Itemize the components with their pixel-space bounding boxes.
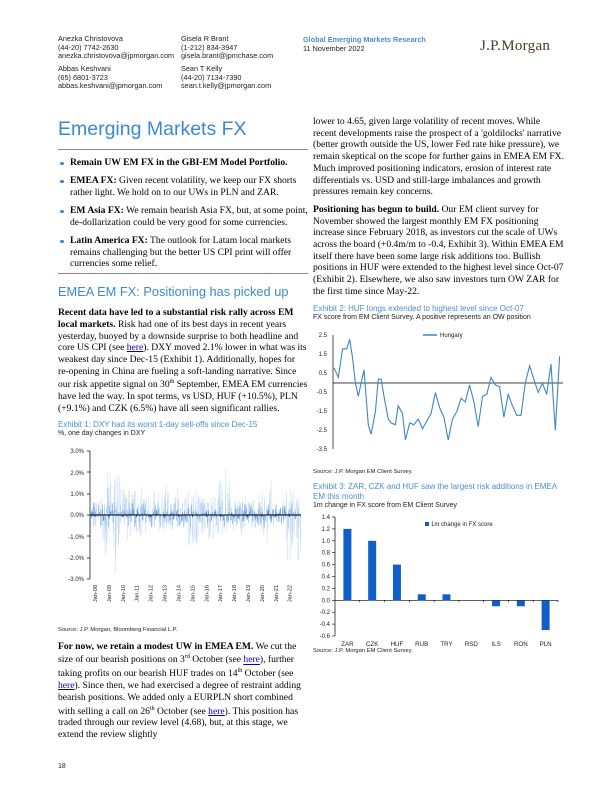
title-divider xyxy=(58,149,308,150)
para-lead: For now, we retain a modest UW in EMEA EM. xyxy=(58,640,254,652)
svg-text:CZK: CZK xyxy=(365,640,379,648)
svg-text:0.2: 0.2 xyxy=(321,585,330,592)
paragraph-modest-uw xyxy=(58,641,308,741)
exhibit-2 xyxy=(313,304,565,475)
svg-text:-3.0%: -3.0% xyxy=(68,576,84,583)
svg-text:ZAR: ZAR xyxy=(341,640,354,648)
exhibit-2-source: Source: J.P. Morgan EM Client Survey. xyxy=(313,468,413,475)
bullet-bold: EM Asia FX: xyxy=(70,205,124,217)
svg-text:-0.5: -0.5 xyxy=(316,389,327,396)
paragraph-risk-rally xyxy=(58,307,308,415)
svg-text:Jan-09: Jan-09 xyxy=(106,584,113,602)
publication-header xyxy=(303,35,426,53)
here-link[interactable]: here xyxy=(126,342,144,354)
svg-text:Jan-11: Jan-11 xyxy=(134,584,141,602)
here-link[interactable]: here xyxy=(208,705,225,717)
para-text: October (see xyxy=(154,705,209,717)
bullet-text: The outlook for Latam local markets remains challenging but the better US CPI print will offer currencies some relief. xyxy=(70,235,292,270)
svg-text:-3.5: -3.5 xyxy=(316,446,327,453)
svg-text:TRY: TRY xyxy=(440,640,453,648)
author-name: Abbas Keshvani xyxy=(58,64,111,73)
left-column xyxy=(58,118,308,741)
svg-text:Jan-14: Jan-14 xyxy=(176,584,183,602)
svg-text:RUB: RUB xyxy=(415,640,429,648)
svg-text:0.0: 0.0 xyxy=(321,597,330,604)
here-link[interactable]: here xyxy=(58,680,75,692)
exhibit-1-source: Source: J.P. Morgan, Bloomberg Financial L.P. xyxy=(58,626,178,633)
bullet-item xyxy=(58,175,308,198)
exhibit-3 xyxy=(313,482,565,654)
svg-text:Jan-15: Jan-15 xyxy=(190,584,197,602)
author-email[interactable]: sean.t.kelly@jpmorgan.com xyxy=(181,81,272,91)
svg-text:-0.2: -0.2 xyxy=(319,609,330,616)
svg-text:-0.4: -0.4 xyxy=(319,621,330,628)
svg-text:Jan-10: Jan-10 xyxy=(120,584,127,602)
author-email[interactable]: anezka.christovova@jpmorgan.com xyxy=(58,51,175,61)
para-text: ), further taking profits on our bearish HUF trades on 14 xyxy=(58,654,294,680)
para-text: Our EM client survey for November showed the largest monthly EM FX positioning increase since February 2018, as investors cut the scale of UWs across the board (+0.4m/m to -0.4, Exhibit 3). Within EMEA EM itself there have been some large risk additions too. Bullish positions in HUF were extended to the highest level since Oct-07 (Exhibit 2). Elsewhere, we also saw investors turn OW ZAR for the first time since May-22. xyxy=(313,203,564,297)
svg-text:PLN: PLN xyxy=(539,640,552,648)
svg-text:Jan-08: Jan-08 xyxy=(93,584,99,602)
author-contact-2 xyxy=(181,35,301,61)
svg-text:1.0: 1.0 xyxy=(321,538,330,545)
author-name: Anezka Christovova xyxy=(58,34,123,43)
exhibit-3-source: Source: J.P. Morgan EM Client Survey. xyxy=(313,647,413,654)
para-text: ). This position has traded through our review level (4.68), but, at this stage, we extend the review slightly xyxy=(58,705,299,741)
para-lead: Positioning has begun to build. xyxy=(313,203,440,215)
para-text: Risk had one of its best days in recent years yesterday, buoyed by a downside surprise to both headline and core US CPI (see xyxy=(58,318,299,354)
section-heading: EMEA EM FX: Positioning has picked up xyxy=(58,284,289,300)
paragraph-goldilocks: lower to 4.65, given large volatility of recent moves. While recent developments raise the prospect of a 'goldilocks' narrative (better growth outside the US, lower Fed rate hike pressure), we remain skeptical on the scope for further gains in EMEA EM FX. Much improved positioning indicators, erosion of interest rate differentials vs. USD and still-large imbalances and growth pressures remain key concerns. xyxy=(313,116,564,198)
svg-text:Jan-22: Jan-22 xyxy=(287,584,294,602)
para-lead: Recent data have led to a substantial risk rally across EM local markets. xyxy=(58,307,294,330)
author-contact-1 xyxy=(58,35,178,61)
right-column xyxy=(313,116,565,654)
para-text: ). DXY moved 2.1% lower in what was its weakest day since Dec-15 (Exhibit 1). Additionally, hopes for re-opening in China are fueling a soft-landing narrative. Since our risk appetite signal on 30 xyxy=(58,342,307,391)
svg-text:-2.0%: -2.0% xyxy=(68,555,84,562)
svg-text:0.6: 0.6 xyxy=(321,562,330,569)
para-text: September, EMEA EM currencies have led the way. In spot terms, vs USD, HUF (+10.5%), PLN (+9.1%) and CZK (6.5%) have all seen significant rallies. xyxy=(58,379,308,414)
superscript: rd xyxy=(184,654,190,661)
exhibit-1-chart xyxy=(58,439,308,627)
key-points-list xyxy=(58,157,308,270)
author-email[interactable]: abbas.keshvani@jpmorgan.com xyxy=(58,81,163,91)
exhibit-1-subtitle: %, one day changes in DXY xyxy=(58,429,146,437)
exhibit-1 xyxy=(58,420,308,633)
page-number: 18 xyxy=(58,763,66,770)
exhibit-1-title: Exhibit 1: DXY had its worst 1-day sell-offs since Dec-15 xyxy=(58,419,258,429)
svg-text:Jan-16: Jan-16 xyxy=(204,584,211,602)
bullet-item xyxy=(58,157,308,169)
author-phone: (65) 6801-3723 xyxy=(58,72,108,82)
page-title: Emerging Markets FX xyxy=(58,118,247,140)
publication-date: 11 November 2022 xyxy=(303,44,365,53)
para-text: October (see xyxy=(189,654,244,666)
exhibit-3-title: Exhibit 3: ZAR, CZK and HUF saw the largest risk additions in EMEA EM this month xyxy=(313,481,557,501)
svg-text:3.0%: 3.0% xyxy=(70,448,84,455)
legend-swatch-icon xyxy=(425,522,429,526)
svg-text:-1.5: -1.5 xyxy=(316,408,327,415)
svg-text:2.5: 2.5 xyxy=(318,332,327,339)
svg-text:Jan-12: Jan-12 xyxy=(148,584,155,602)
svg-text:2.0%: 2.0% xyxy=(70,470,84,477)
svg-text:Jan-21: Jan-21 xyxy=(273,584,280,602)
author-name: Sean T Kelly xyxy=(181,64,223,73)
svg-text:1.4: 1.4 xyxy=(321,514,330,521)
author-contact-3 xyxy=(58,65,178,91)
jpmorgan-logo: J.P.Morgan xyxy=(480,38,551,54)
svg-text:0.5: 0.5 xyxy=(318,370,327,377)
exhibit-2-subtitle: FX score from EM Client Survey. A positive represents an OW position xyxy=(313,313,531,321)
svg-text:1.0%: 1.0% xyxy=(70,491,84,498)
svg-text:1.5: 1.5 xyxy=(318,351,327,358)
paragraph-positioning xyxy=(313,204,565,298)
svg-text:Jan-20: Jan-20 xyxy=(259,584,266,602)
bullet-bold: Latin America FX: xyxy=(70,235,148,247)
svg-text:0.4: 0.4 xyxy=(321,574,330,581)
author-contact-4 xyxy=(181,65,301,91)
svg-text:0.8: 0.8 xyxy=(321,550,330,557)
bullets-divider xyxy=(58,273,308,274)
bullet-text: We remain bearish Asia FX, but, at some point, de-dollarization could be very good for some currencies. xyxy=(70,205,308,228)
legend-1m-change: 1m change in FX score xyxy=(431,521,493,528)
svg-text:ILS: ILS xyxy=(491,640,501,648)
superscript: th xyxy=(149,705,155,712)
svg-text:Jan-18: Jan-18 xyxy=(232,584,239,602)
para-text: October (see xyxy=(242,668,294,680)
para-text: ). Since then, we had exercised a degree of restraint adding bearish positions. We added only a EURPLN short combined with selling a call on 26 xyxy=(58,680,301,717)
bullet-item xyxy=(58,235,308,270)
svg-text:Jan-17: Jan-17 xyxy=(218,584,225,602)
bullet-item xyxy=(58,205,308,228)
para-text: We cut the size of our bearish positions on 3 xyxy=(58,640,297,666)
svg-text:0.0%: 0.0% xyxy=(70,512,84,519)
author-phone: (1-212) 834-3947 xyxy=(181,42,238,52)
svg-text:RSD: RSD xyxy=(464,640,478,648)
svg-text:1.2: 1.2 xyxy=(321,526,330,533)
exhibit-2-chart xyxy=(313,323,565,469)
exhibit-3-chart xyxy=(313,512,565,648)
publication-title: Global Emerging Markets Research xyxy=(303,35,426,44)
bullet-bold: Remain UW EM FX in the GBI-EM Model Portfolio. xyxy=(70,157,288,168)
author-name: Gisela R Brant xyxy=(181,34,229,43)
superscript: th xyxy=(169,379,175,386)
svg-text:Jan-19: Jan-19 xyxy=(245,584,252,602)
author-email[interactable]: gisela.brant@jpmchase.com xyxy=(181,51,274,61)
author-phone: (44-20) 7742-2630 xyxy=(58,42,119,52)
exhibit-2-title: Exhibit 2: HUF longs extended to highest level since Oct-07 xyxy=(313,303,524,313)
svg-text:-0.6: -0.6 xyxy=(319,633,330,640)
exhibit-3-subtitle: 1m change in FX score from EM Client Survey xyxy=(313,501,457,509)
legend-hungary: Hungary xyxy=(440,332,463,339)
author-phone: (44-20) 7134-7390 xyxy=(181,72,242,82)
bullet-bold: EMEA FX: xyxy=(70,175,117,187)
superscript: th xyxy=(237,668,243,675)
svg-text:-2.5: -2.5 xyxy=(316,427,327,434)
svg-text:Jan-13: Jan-13 xyxy=(162,584,169,602)
svg-text:-1.0%: -1.0% xyxy=(68,534,84,541)
here-link[interactable]: here xyxy=(243,654,260,666)
svg-text:HUF: HUF xyxy=(390,640,404,648)
svg-text:RON: RON xyxy=(513,640,528,648)
bullet-text: Given recent volatility, we keep our FX shorts rather light. We hold on to our UWs in PLN and ZAR. xyxy=(70,175,297,198)
